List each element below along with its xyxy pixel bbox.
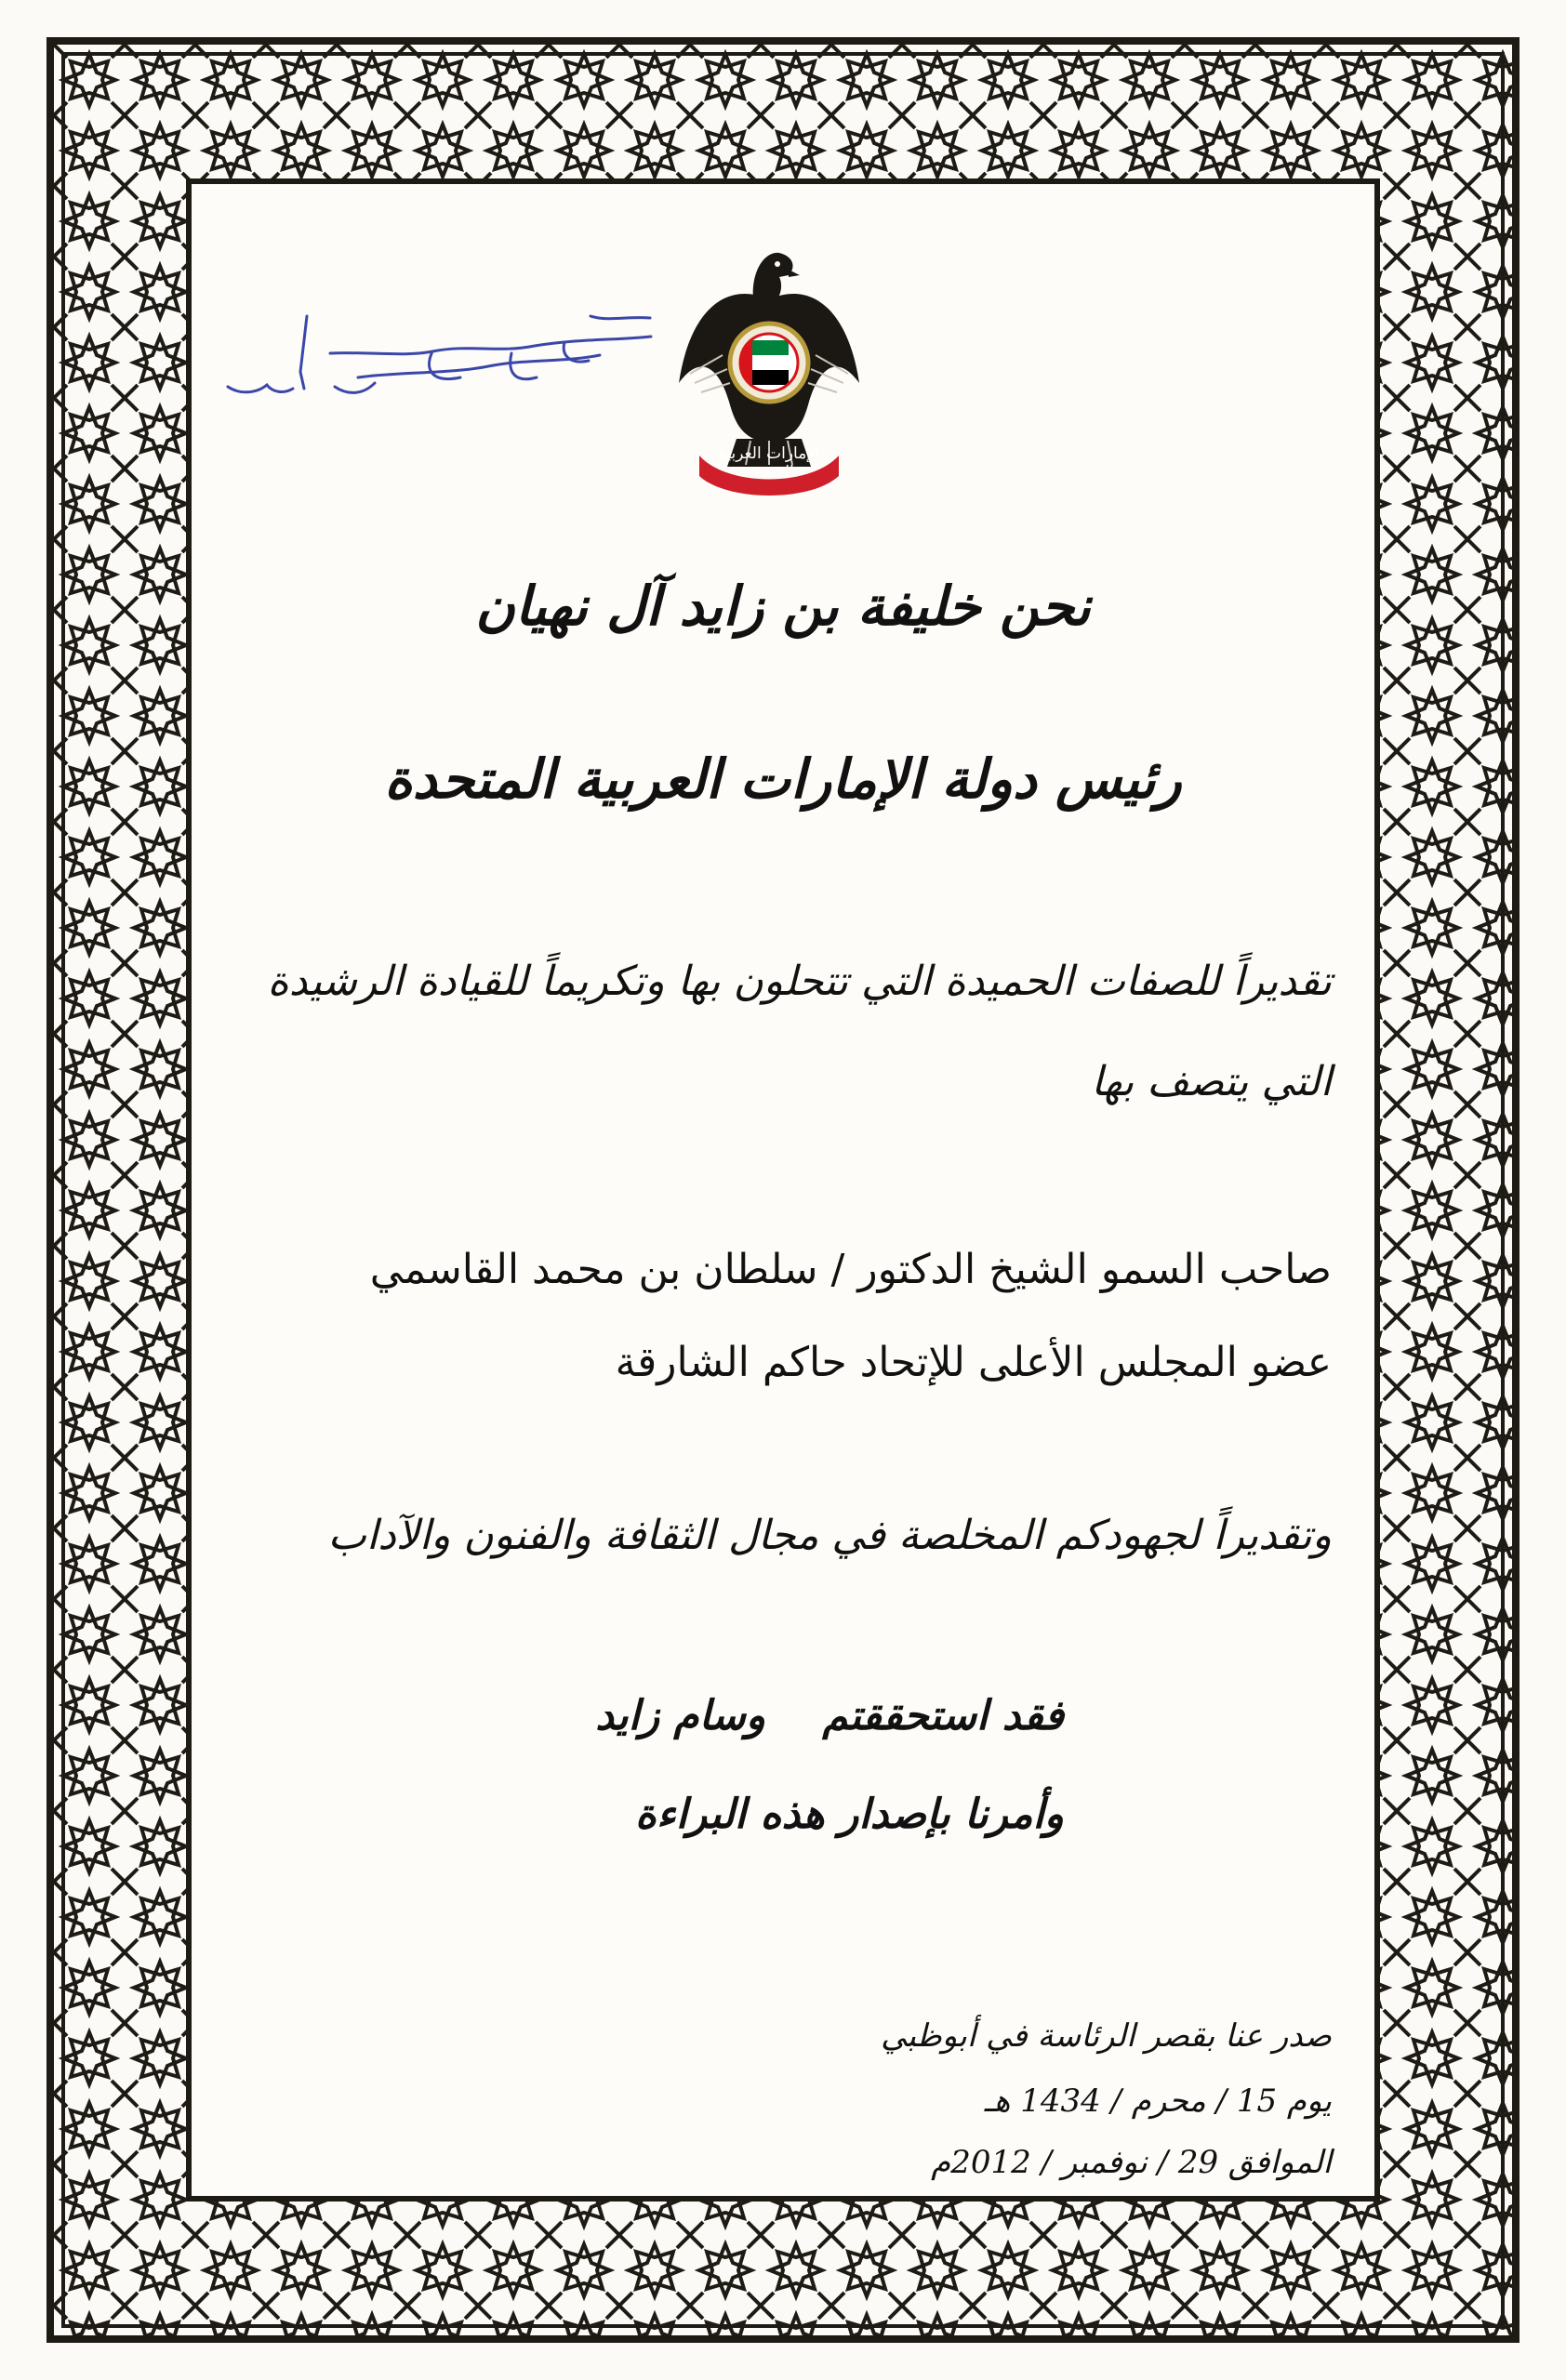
honoree-title: عضو المجلس الأعلى للإتحاد حاكم الشارقة <box>615 1339 1332 1386</box>
issued-place: صدر عنا بقصر الرئاسة في أبوظبي <box>881 2017 1332 2055</box>
handwritten-signature <box>191 298 674 418</box>
body-line-1: تقديراً للصفات الحميدة التي تتحلون بها وتكريماً للقيادة الرشيدة <box>267 958 1332 1005</box>
body-line-3: وتقديراً لجهودكم المخلصة في مجال الثقافة والفنون والآداب <box>327 1512 1332 1559</box>
gregorian-date: الموافق 29 / نوفمبر / 2012م <box>931 2144 1332 2181</box>
body-line-2: التي يتصف بها <box>1091 1058 1332 1105</box>
emblem-caption: الإمارات العربية المتحدة <box>718 444 820 482</box>
award-line-1: فقد استحققتم وسام زايد <box>595 1692 1064 1739</box>
award-line-2: وأمرنا بإصدار هذه البراءة <box>634 1791 1064 1838</box>
heading-line-1: نحن خليفة بن زايد آل نهيان <box>475 575 1091 638</box>
honoree-name: صاحب السمو الشيخ الدكتور / سلطان بن محمد القاسمي <box>369 1246 1332 1293</box>
heading-line-2: رئيس دولة الإمارات العربية المتحدة <box>384 747 1182 811</box>
hijri-date: يوم 15 / محرم / 1434 هـ <box>984 2082 1332 2120</box>
